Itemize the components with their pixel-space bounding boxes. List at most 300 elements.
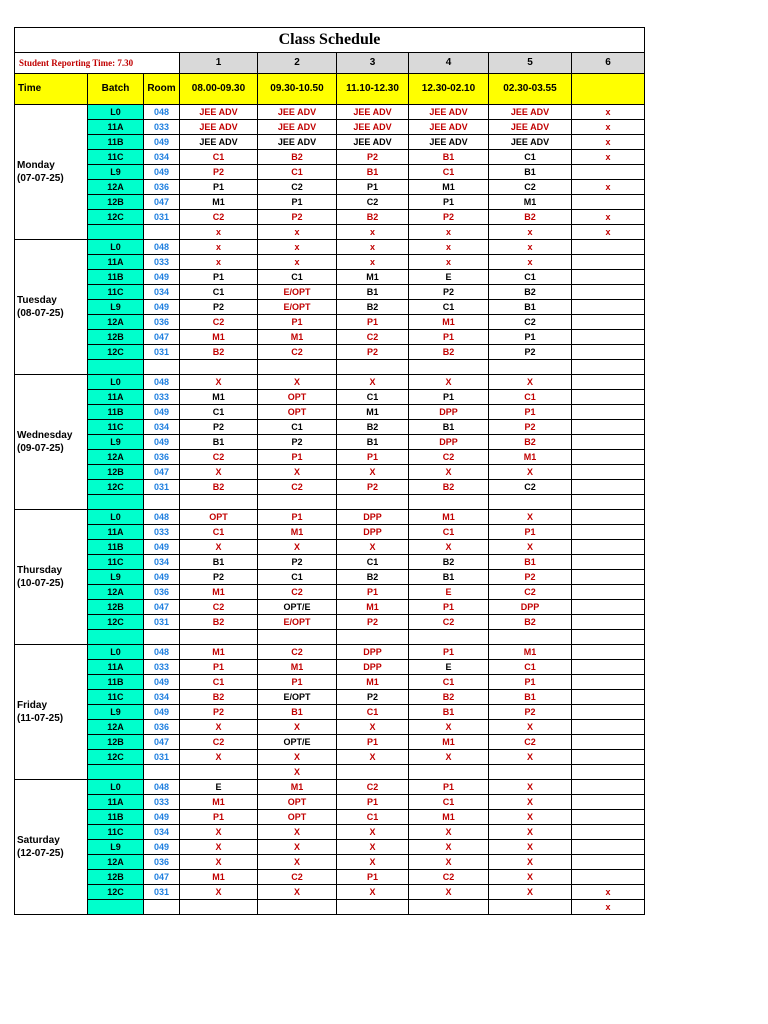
subject-cell: C1 — [337, 705, 409, 720]
subject-cell — [180, 360, 258, 375]
subject-cell: P1 — [258, 315, 337, 330]
subject-cell: C2 — [180, 450, 258, 465]
subject-cell: C2 — [180, 315, 258, 330]
batch-cell: 11A — [88, 525, 144, 540]
subject-cell: X — [489, 870, 572, 885]
subject-cell: DPP — [337, 645, 409, 660]
subject-cell: P1 — [337, 735, 409, 750]
subject-cell — [337, 495, 409, 510]
subject-cell: M1 — [180, 195, 258, 210]
schedule-row — [15, 255, 645, 270]
subject-cell: JEE ADV — [180, 135, 258, 150]
room-cell: 047 — [144, 600, 180, 615]
batch-header: Batch — [88, 74, 144, 105]
subject-cell: M1 — [258, 660, 337, 675]
room-cell: 049 — [144, 270, 180, 285]
batch-cell: L9 — [88, 435, 144, 450]
subject-cell: x — [258, 225, 337, 240]
batch-cell: L9 — [88, 705, 144, 720]
subject-cell: X — [337, 750, 409, 765]
subject-cell: B1 — [337, 435, 409, 450]
room-cell: 033 — [144, 255, 180, 270]
schedule-row — [15, 360, 645, 375]
subject-cell — [572, 600, 645, 615]
schedule-row — [15, 150, 645, 165]
subject-cell — [180, 900, 258, 915]
subject-cell — [572, 630, 645, 645]
subject-cell: x — [572, 225, 645, 240]
subject-cell: JEE ADV — [409, 105, 489, 120]
subject-cell: JEE ADV — [337, 135, 409, 150]
subject-cell: P1 — [180, 660, 258, 675]
subject-cell — [337, 900, 409, 915]
schedule-row — [15, 585, 645, 600]
batch-cell: 11B — [88, 135, 144, 150]
schedule-row — [15, 630, 645, 645]
schedule-row — [15, 285, 645, 300]
batch-cell: L0 — [88, 375, 144, 390]
subject-cell: X — [180, 855, 258, 870]
schedule-row — [15, 240, 645, 255]
batch-cell: L9 — [88, 300, 144, 315]
subject-cell — [572, 360, 645, 375]
subject-cell: C1 — [409, 795, 489, 810]
subject-cell: P1 — [409, 390, 489, 405]
subject-cell: B2 — [489, 285, 572, 300]
subject-cell — [258, 900, 337, 915]
batch-cell: L0 — [88, 105, 144, 120]
room-cell: 047 — [144, 735, 180, 750]
subject-cell — [572, 465, 645, 480]
subject-cell: B1 — [409, 420, 489, 435]
schedule-row — [15, 210, 645, 225]
subject-cell: OPT — [258, 810, 337, 825]
subject-cell: C1 — [258, 570, 337, 585]
batch-cell: L0 — [88, 240, 144, 255]
subject-cell: P2 — [180, 705, 258, 720]
subject-cell: X — [337, 720, 409, 735]
subject-cell: P2 — [337, 615, 409, 630]
room-cell: 049 — [144, 165, 180, 180]
subject-cell: X — [409, 720, 489, 735]
room-cell: 034 — [144, 150, 180, 165]
subject-cell — [572, 495, 645, 510]
batch-cell: 11A — [88, 390, 144, 405]
room-cell: 031 — [144, 345, 180, 360]
batch-cell — [88, 630, 144, 645]
subject-cell — [337, 765, 409, 780]
batch-cell — [88, 225, 144, 240]
subject-cell — [572, 195, 645, 210]
subject-cell: X — [180, 540, 258, 555]
subject-cell — [572, 555, 645, 570]
room-cell: 034 — [144, 420, 180, 435]
subject-cell: JEE ADV — [489, 120, 572, 135]
subject-cell: P1 — [409, 600, 489, 615]
subject-cell: X — [489, 840, 572, 855]
subject-cell: B1 — [337, 285, 409, 300]
subject-cell: x — [337, 240, 409, 255]
schedule-row — [15, 375, 645, 390]
subject-cell: C1 — [337, 555, 409, 570]
subject-cell: M1 — [180, 795, 258, 810]
batch-cell: 11B — [88, 405, 144, 420]
subject-cell: P2 — [180, 420, 258, 435]
subject-cell: B2 — [258, 150, 337, 165]
subject-cell: E — [409, 585, 489, 600]
subject-cell: P2 — [258, 555, 337, 570]
subject-cell — [572, 540, 645, 555]
room-cell: 036 — [144, 720, 180, 735]
room-cell: 049 — [144, 435, 180, 450]
subject-cell: B1 — [337, 165, 409, 180]
subject-cell: C1 — [258, 270, 337, 285]
batch-cell: 11C — [88, 690, 144, 705]
subject-cell: C1 — [409, 165, 489, 180]
subject-cell: X — [258, 720, 337, 735]
batch-cell — [88, 495, 144, 510]
day-date: (11-07-25) — [17, 713, 64, 724]
subject-cell: P1 — [409, 780, 489, 795]
subject-cell — [337, 630, 409, 645]
subject-cell: JEE ADV — [409, 135, 489, 150]
subject-cell: B1 — [258, 705, 337, 720]
room-cell: 031 — [144, 480, 180, 495]
room-cell — [144, 495, 180, 510]
subject-cell — [180, 765, 258, 780]
subject-cell — [572, 690, 645, 705]
subject-cell: B1 — [489, 300, 572, 315]
schedule-row — [15, 690, 645, 705]
subject-cell: x — [489, 225, 572, 240]
subject-cell: M1 — [489, 645, 572, 660]
subject-cell: P2 — [489, 345, 572, 360]
subject-cell: OPT — [258, 405, 337, 420]
batch-cell: 11C — [88, 420, 144, 435]
batch-cell: 11C — [88, 825, 144, 840]
subject-cell: X — [258, 375, 337, 390]
subject-cell: P1 — [489, 525, 572, 540]
schedule-row — [15, 525, 645, 540]
subject-cell: P1 — [258, 510, 337, 525]
schedule-row — [15, 735, 645, 750]
subject-cell: X — [180, 720, 258, 735]
subject-cell: M1 — [180, 870, 258, 885]
subject-cell: DPP — [337, 525, 409, 540]
subject-cell: C1 — [489, 150, 572, 165]
subject-cell: C1 — [180, 675, 258, 690]
subject-cell: C1 — [337, 390, 409, 405]
period-number: 4 — [409, 53, 489, 74]
batch-cell: 12A — [88, 720, 144, 735]
room-cell: 031 — [144, 885, 180, 900]
day-name: Tuesday — [17, 295, 57, 306]
room-cell: 033 — [144, 390, 180, 405]
batch-cell: 12C — [88, 615, 144, 630]
day-label — [15, 780, 88, 915]
subject-cell: E/OPT — [258, 285, 337, 300]
subject-cell: X — [180, 375, 258, 390]
schedule-row — [15, 765, 645, 780]
subject-cell: C2 — [258, 585, 337, 600]
batch-cell: 12A — [88, 450, 144, 465]
subject-cell: M1 — [489, 195, 572, 210]
subject-cell: C2 — [489, 480, 572, 495]
room-cell: 047 — [144, 870, 180, 885]
subject-cell: C2 — [258, 480, 337, 495]
subject-cell — [572, 480, 645, 495]
subject-cell: x — [572, 180, 645, 195]
schedule-row — [15, 465, 645, 480]
subject-cell: x — [409, 255, 489, 270]
subject-cell: P2 — [489, 570, 572, 585]
batch-cell: L0 — [88, 780, 144, 795]
subject-cell: M1 — [489, 450, 572, 465]
subject-cell: C1 — [180, 150, 258, 165]
subject-cell: X — [489, 810, 572, 825]
subject-cell: X — [409, 465, 489, 480]
subject-cell: P2 — [180, 570, 258, 585]
subject-cell — [572, 570, 645, 585]
day-label — [15, 240, 88, 375]
batch-cell: L9 — [88, 840, 144, 855]
subject-cell: P2 — [489, 705, 572, 720]
subject-cell — [409, 900, 489, 915]
subject-cell: JEE ADV — [258, 135, 337, 150]
batch-cell: 11B — [88, 675, 144, 690]
subject-cell — [489, 765, 572, 780]
subject-cell: E/OPT — [258, 615, 337, 630]
subject-cell — [572, 270, 645, 285]
room-cell: 048 — [144, 105, 180, 120]
batch-cell: 12B — [88, 465, 144, 480]
subject-cell: P2 — [258, 435, 337, 450]
subject-cell — [258, 495, 337, 510]
batch-cell: 12B — [88, 870, 144, 885]
subject-cell: P1 — [258, 450, 337, 465]
subject-cell: M1 — [409, 510, 489, 525]
subject-cell: x — [572, 120, 645, 135]
subject-cell: P2 — [337, 345, 409, 360]
room-cell: 049 — [144, 570, 180, 585]
batch-cell: 11A — [88, 255, 144, 270]
subject-cell: C1 — [409, 300, 489, 315]
subject-cell: X — [258, 855, 337, 870]
room-cell — [144, 225, 180, 240]
subject-cell: P2 — [337, 480, 409, 495]
subject-cell — [572, 615, 645, 630]
day-name: Wednesday — [17, 430, 73, 441]
subject-cell: x — [572, 150, 645, 165]
subject-cell: M1 — [180, 390, 258, 405]
room-cell — [144, 630, 180, 645]
schedule-row — [15, 315, 645, 330]
batch-cell: 12A — [88, 855, 144, 870]
subject-cell — [572, 855, 645, 870]
subject-cell — [572, 825, 645, 840]
schedule-row — [15, 555, 645, 570]
subject-cell: M1 — [258, 525, 337, 540]
subject-cell: M1 — [258, 330, 337, 345]
subject-cell: X — [337, 465, 409, 480]
subject-cell: X — [180, 750, 258, 765]
schedule-row — [15, 450, 645, 465]
subject-cell: M1 — [409, 180, 489, 195]
subject-cell: C1 — [409, 525, 489, 540]
batch-cell: 12A — [88, 315, 144, 330]
subject-cell: B2 — [180, 615, 258, 630]
subject-cell: X — [337, 540, 409, 555]
batch-cell: 12C — [88, 480, 144, 495]
subject-cell: X — [489, 795, 572, 810]
subject-cell — [572, 390, 645, 405]
schedule-row — [15, 540, 645, 555]
schedule-row — [15, 795, 645, 810]
subject-cell — [337, 360, 409, 375]
subject-cell: OPT/E — [258, 600, 337, 615]
subject-cell — [258, 630, 337, 645]
subject-cell: X — [489, 780, 572, 795]
subject-cell — [572, 330, 645, 345]
subject-cell: B1 — [489, 555, 572, 570]
subject-cell: X — [258, 750, 337, 765]
schedule-row — [15, 675, 645, 690]
batch-cell: 11B — [88, 540, 144, 555]
batch-cell: 12B — [88, 600, 144, 615]
subject-cell: C2 — [258, 180, 337, 195]
subject-cell — [572, 720, 645, 735]
subject-cell: E — [409, 270, 489, 285]
room-cell: 034 — [144, 690, 180, 705]
day-date: (07-07-25) — [17, 173, 64, 184]
subject-cell: C2 — [489, 585, 572, 600]
subject-cell: B2 — [409, 555, 489, 570]
subject-cell: C2 — [409, 450, 489, 465]
subject-cell: x — [409, 240, 489, 255]
subject-cell: X — [489, 510, 572, 525]
schedule-row — [15, 870, 645, 885]
batch-cell: 12C — [88, 210, 144, 225]
period-time: 11.10-12.30 — [337, 74, 409, 105]
subject-cell: X — [489, 720, 572, 735]
batch-cell: 12B — [88, 330, 144, 345]
subject-cell: B2 — [409, 345, 489, 360]
schedule-row — [15, 810, 645, 825]
subject-cell: X — [258, 825, 337, 840]
room-cell: 033 — [144, 120, 180, 135]
schedule-row — [15, 345, 645, 360]
subject-cell: JEE ADV — [180, 120, 258, 135]
subject-cell — [572, 780, 645, 795]
subject-cell — [572, 660, 645, 675]
subject-cell — [572, 795, 645, 810]
batch-cell: L9 — [88, 165, 144, 180]
subject-cell: M1 — [409, 315, 489, 330]
subject-cell — [572, 750, 645, 765]
subject-cell: C1 — [409, 675, 489, 690]
room-cell: 049 — [144, 675, 180, 690]
schedule-row — [15, 195, 645, 210]
subject-cell: OPT — [258, 795, 337, 810]
subject-cell: P1 — [337, 585, 409, 600]
subject-cell: M1 — [409, 810, 489, 825]
subject-cell: x — [572, 900, 645, 915]
schedule-row — [15, 120, 645, 135]
subject-cell: JEE ADV — [489, 135, 572, 150]
subject-cell: C2 — [258, 345, 337, 360]
subject-cell: B2 — [489, 210, 572, 225]
subject-cell — [572, 510, 645, 525]
room-cell: 033 — [144, 795, 180, 810]
subject-cell — [489, 630, 572, 645]
schedule-row — [15, 480, 645, 495]
subject-cell: M1 — [337, 270, 409, 285]
subject-cell: P1 — [409, 330, 489, 345]
subject-cell — [572, 435, 645, 450]
subject-cell: C1 — [337, 810, 409, 825]
subject-cell: OPT — [258, 390, 337, 405]
batch-cell: 11C — [88, 150, 144, 165]
subject-cell: OPT — [180, 510, 258, 525]
subject-cell — [572, 525, 645, 540]
subject-cell: X — [180, 465, 258, 480]
schedule-row — [15, 105, 645, 120]
subject-cell: X — [489, 540, 572, 555]
batch-cell: 11B — [88, 810, 144, 825]
subject-cell — [572, 240, 645, 255]
subject-cell: P2 — [489, 420, 572, 435]
subject-cell: P2 — [337, 690, 409, 705]
schedule-row — [15, 885, 645, 900]
subject-cell: X — [337, 825, 409, 840]
subject-cell: x — [489, 255, 572, 270]
subject-cell: C2 — [489, 180, 572, 195]
subject-cell — [572, 765, 645, 780]
subject-cell: B1 — [409, 570, 489, 585]
subject-cell: X — [258, 465, 337, 480]
subject-cell: B1 — [409, 705, 489, 720]
subject-cell: X — [489, 375, 572, 390]
subject-cell: B1 — [180, 555, 258, 570]
subject-cell: M1 — [180, 330, 258, 345]
schedule-row — [15, 300, 645, 315]
subject-cell: P1 — [337, 795, 409, 810]
schedule-row — [15, 825, 645, 840]
subject-cell: JEE ADV — [409, 120, 489, 135]
period-number: 6 — [572, 53, 645, 74]
subject-cell — [180, 630, 258, 645]
schedule-row — [15, 270, 645, 285]
schedule-row — [15, 855, 645, 870]
schedule-row — [15, 165, 645, 180]
day-date: (08-07-25) — [17, 308, 64, 319]
room-cell: 031 — [144, 750, 180, 765]
subject-cell: P1 — [180, 270, 258, 285]
subject-cell: C1 — [489, 270, 572, 285]
subject-cell: P1 — [489, 405, 572, 420]
subject-cell: C1 — [180, 285, 258, 300]
subject-cell: X — [409, 375, 489, 390]
schedule-row — [15, 510, 645, 525]
subject-cell — [572, 675, 645, 690]
room-cell: 049 — [144, 705, 180, 720]
period-time — [572, 74, 645, 105]
subject-cell: X — [180, 885, 258, 900]
schedule-row — [15, 330, 645, 345]
subject-cell: x — [572, 210, 645, 225]
subject-cell: P2 — [409, 210, 489, 225]
room-cell: 031 — [144, 615, 180, 630]
